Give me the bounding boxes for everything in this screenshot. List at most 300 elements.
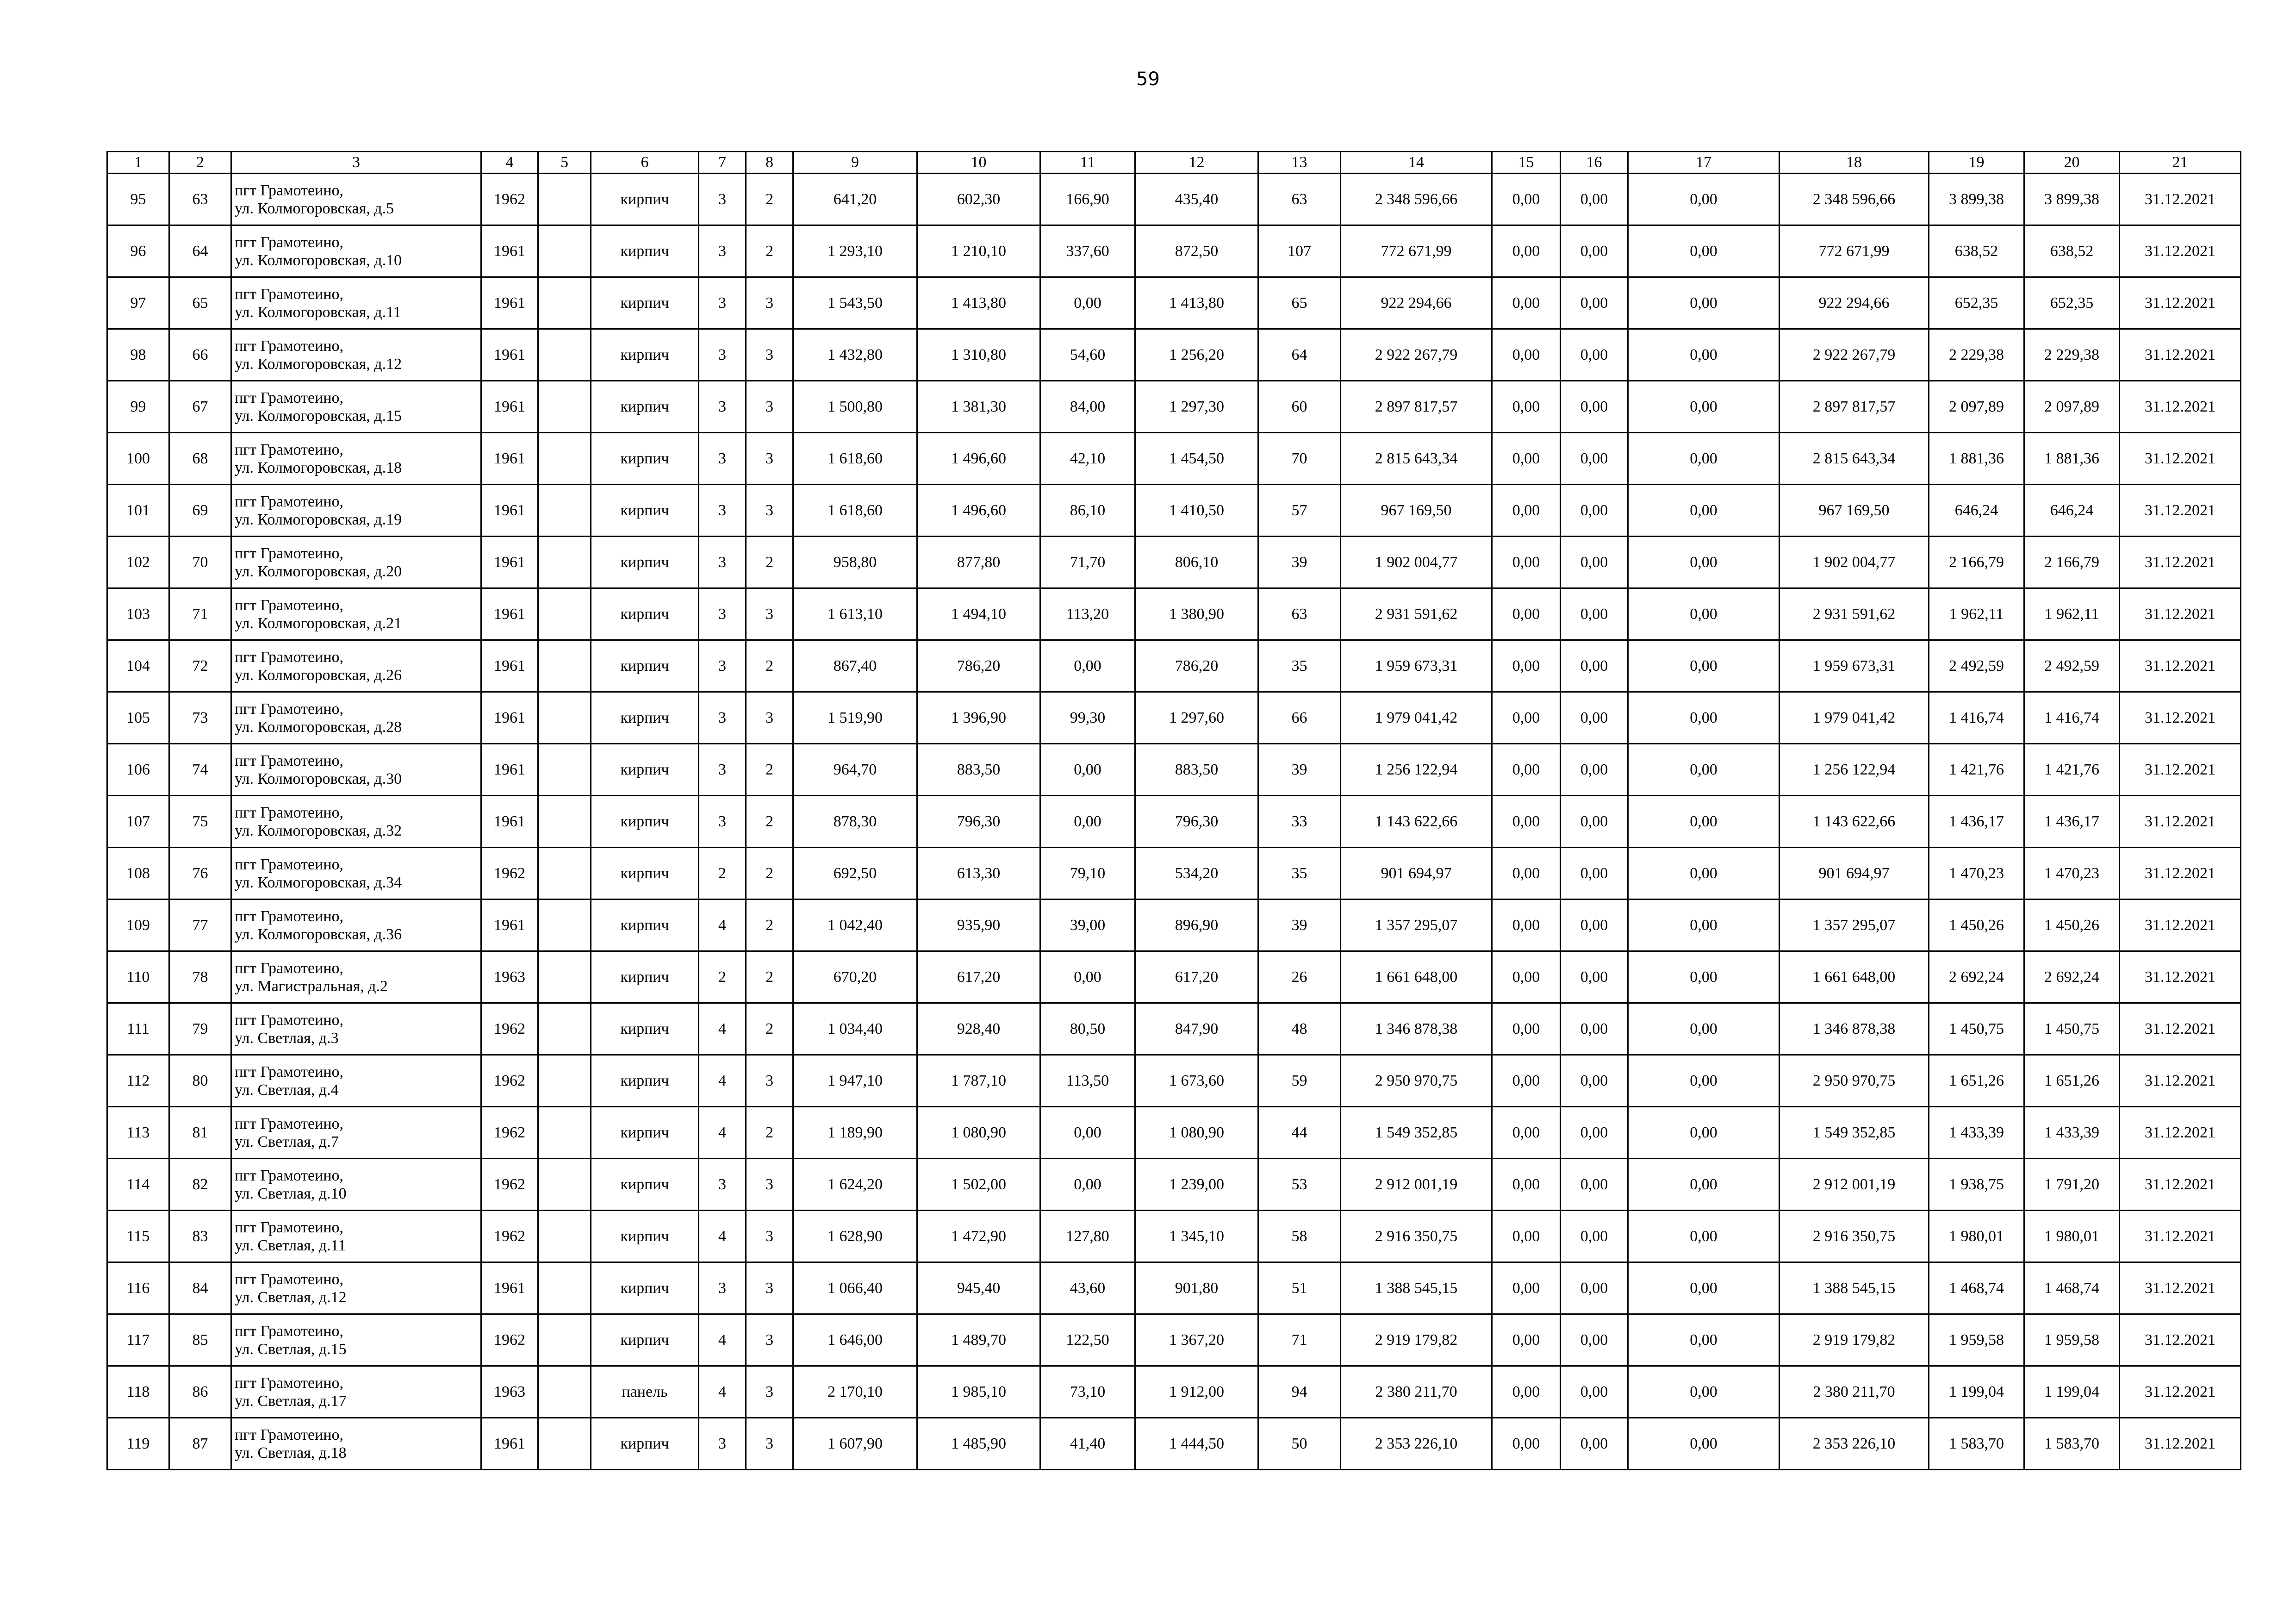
table-row <box>107 277 2241 329</box>
table-cell: 0,00 <box>1628 951 1780 1003</box>
table-cell: 1 436,17 <box>2024 796 2120 848</box>
table-cell: кирпич <box>591 1159 699 1211</box>
table-cell: 4 <box>699 1003 746 1055</box>
table-cell: 1961 <box>481 433 538 485</box>
table-cell: 1 959 673,31 <box>1341 640 1492 692</box>
table-cell: 31.12.2021 <box>2120 1366 2241 1418</box>
table-cell: 1 388 545,15 <box>1341 1262 1492 1314</box>
table-cell: 0,00 <box>1561 1418 1628 1470</box>
table-cell: 1 199,04 <box>1929 1366 2024 1418</box>
table-cell: 3 <box>746 1055 793 1107</box>
table-cell: кирпич <box>591 1262 699 1314</box>
table-cell <box>538 537 591 588</box>
table-cell: 79 <box>169 1003 231 1055</box>
address-street: ул. Колмогоровская, д.32 <box>235 822 402 839</box>
table-cell: 1 624,20 <box>793 1159 917 1211</box>
table-cell <box>538 1418 591 1470</box>
column-number: 21 <box>2120 152 2241 174</box>
column-number: 9 <box>793 152 917 174</box>
table-cell: 1 468,74 <box>1929 1262 2024 1314</box>
table-cell: 641,20 <box>793 174 917 225</box>
table-cell: 617,20 <box>1135 951 1258 1003</box>
table-cell: 796,30 <box>917 796 1040 848</box>
table-cell: 1 959,58 <box>2024 1314 2120 1366</box>
address-locality: пгт Грамотеино, <box>235 596 344 614</box>
table-cell: 3 <box>699 588 746 640</box>
table-cell <box>538 277 591 329</box>
table-cell: 0,00 <box>1561 588 1628 640</box>
table-cell: 0,00 <box>1628 433 1780 485</box>
table-cell: 922 294,66 <box>1341 277 1492 329</box>
table-cell: 63 <box>169 174 231 225</box>
column-number: 15 <box>1492 152 1561 174</box>
table-cell: 2 492,59 <box>1929 640 2024 692</box>
table-cell: 1961 <box>481 899 538 951</box>
table-cell: 1 143 622,66 <box>1780 796 1929 848</box>
table-cell: кирпич <box>591 899 699 951</box>
table-cell: 99,30 <box>1040 692 1135 744</box>
table-cell <box>538 225 591 277</box>
table-cell: 101 <box>107 485 169 537</box>
table-cell: 967 169,50 <box>1780 485 1929 537</box>
table-cell: 111 <box>107 1003 169 1055</box>
table-cell: 3 <box>746 692 793 744</box>
table-cell: 0,00 <box>1628 640 1780 692</box>
table-cell: 1 066,40 <box>793 1262 917 1314</box>
table-cell: 2 <box>746 1003 793 1055</box>
table-cell: 3 <box>746 277 793 329</box>
address-street: ул. Магистральная, д.2 <box>235 977 388 995</box>
table-cell: 3 <box>699 329 746 381</box>
table-cell: 0,00 <box>1040 1107 1135 1159</box>
table-cell: 1 388 545,15 <box>1780 1262 1929 1314</box>
table-cell: 31.12.2021 <box>2120 744 2241 796</box>
table-cell: 2 <box>746 225 793 277</box>
table-cell: 33 <box>1258 796 1341 848</box>
table-cell: 31.12.2021 <box>2120 1211 2241 1262</box>
table-cell: 3 <box>699 1418 746 1470</box>
column-number: 8 <box>746 152 793 174</box>
table-cell: кирпич <box>591 951 699 1003</box>
table-cell: 1 583,70 <box>2024 1418 2120 1470</box>
address-locality: пгт Грамотеино, <box>235 752 344 769</box>
column-number: 6 <box>591 152 699 174</box>
table-cell: 95 <box>107 174 169 225</box>
address-cell <box>231 1262 481 1314</box>
table-cell <box>538 899 591 951</box>
address-locality: пгт Грамотеино, <box>235 181 344 199</box>
table-cell: 58 <box>1258 1211 1341 1262</box>
address-street: ул. Светлая, д.3 <box>235 1029 339 1047</box>
table-cell: 2 492,59 <box>2024 640 2120 692</box>
table-cell: 2 353 226,10 <box>1780 1418 1929 1470</box>
table-cell: 1 959,58 <box>1929 1314 2024 1366</box>
table-cell: 43,60 <box>1040 1262 1135 1314</box>
table-cell: 2 380 211,70 <box>1341 1366 1492 1418</box>
table-cell: 2 <box>746 744 793 796</box>
table-cell: 1961 <box>481 640 538 692</box>
table-cell: 2 <box>746 640 793 692</box>
table-cell: 1961 <box>481 796 538 848</box>
table-cell: кирпич <box>591 433 699 485</box>
table-cell: 0,00 <box>1628 1055 1780 1107</box>
table-cell: 2 692,24 <box>2024 951 2120 1003</box>
column-number: 7 <box>699 152 746 174</box>
table-cell: 107 <box>107 796 169 848</box>
address-locality: пгт Грамотеино, <box>235 1374 344 1392</box>
address-cell <box>231 1055 481 1107</box>
table-cell: 64 <box>1258 329 1341 381</box>
table-cell: 3 <box>699 485 746 537</box>
table-cell: 3 899,38 <box>2024 174 2120 225</box>
table-cell: 1 346 878,38 <box>1780 1003 1929 1055</box>
table-cell <box>538 1314 591 1366</box>
table-cell: 806,10 <box>1135 537 1258 588</box>
table-cell: 1 543,50 <box>793 277 917 329</box>
table-cell: 0,00 <box>1492 433 1561 485</box>
table-cell: 3 <box>699 692 746 744</box>
table-cell <box>538 174 591 225</box>
address-cell <box>231 951 481 1003</box>
table-cell: 0,00 <box>1492 537 1561 588</box>
table-cell: кирпич <box>591 485 699 537</box>
column-number: 10 <box>917 152 1040 174</box>
table-cell: 112 <box>107 1055 169 1107</box>
table-cell: 0,00 <box>1628 1003 1780 1055</box>
table-cell: 82 <box>169 1159 231 1211</box>
column-number-row <box>107 152 2241 174</box>
table-cell: 0,00 <box>1628 1262 1780 1314</box>
address-cell <box>231 1003 481 1055</box>
address-cell <box>231 1418 481 1470</box>
table-cell: 31.12.2021 <box>2120 277 2241 329</box>
table-cell: 41,40 <box>1040 1418 1135 1470</box>
table-cell: 35 <box>1258 640 1341 692</box>
table-cell: 2 919 179,82 <box>1780 1314 1929 1366</box>
address-cell <box>231 537 481 588</box>
table-cell: 646,24 <box>1929 485 2024 537</box>
table-row <box>107 1107 2241 1159</box>
table-cell: 1 472,90 <box>917 1211 1040 1262</box>
table-cell: 83 <box>169 1211 231 1262</box>
address-locality: пгт Грамотеино, <box>235 1063 344 1081</box>
table-cell: 0,00 <box>1628 692 1780 744</box>
table-cell: 0,00 <box>1628 381 1780 433</box>
table-cell: 2 380 211,70 <box>1780 1366 1929 1418</box>
table-cell <box>538 588 591 640</box>
table-cell: 638,52 <box>2024 225 2120 277</box>
table-cell: 0,00 <box>1040 796 1135 848</box>
address-cell <box>231 1107 481 1159</box>
table-cell: 945,40 <box>917 1262 1040 1314</box>
address-cell <box>231 588 481 640</box>
table-cell: 0,00 <box>1040 951 1135 1003</box>
table-cell: 66 <box>1258 692 1341 744</box>
table-cell: 0,00 <box>1561 1107 1628 1159</box>
table-cell: 68 <box>169 433 231 485</box>
address-street: ул. Колмогоровская, д.30 <box>235 770 402 787</box>
table-cell: 2 912 001,19 <box>1780 1159 1929 1211</box>
table-cell: 2 <box>746 537 793 588</box>
table-cell <box>538 329 591 381</box>
table-cell: 1 444,50 <box>1135 1418 1258 1470</box>
table-cell: 66 <box>169 329 231 381</box>
table-cell: 1 297,30 <box>1135 381 1258 433</box>
address-cell <box>231 1314 481 1366</box>
table-cell: 48 <box>1258 1003 1341 1055</box>
table-cell: 967 169,50 <box>1341 485 1492 537</box>
address-locality: пгт Грамотеино, <box>235 700 344 718</box>
table-cell: 0,00 <box>1561 225 1628 277</box>
table-cell: 928,40 <box>917 1003 1040 1055</box>
table-cell <box>538 796 591 848</box>
table-cell: 1 881,36 <box>2024 433 2120 485</box>
table-cell: 0,00 <box>1492 174 1561 225</box>
table-cell: 166,90 <box>1040 174 1135 225</box>
table-cell: 1961 <box>481 381 538 433</box>
table-cell: 1963 <box>481 1366 538 1418</box>
table-cell: 2 <box>746 899 793 951</box>
table-cell: 0,00 <box>1492 329 1561 381</box>
address-locality: пгт Грамотеино, <box>235 1426 344 1443</box>
table-cell: 0,00 <box>1628 1366 1780 1418</box>
column-number: 2 <box>169 152 231 174</box>
table-cell: 31.12.2021 <box>2120 1159 2241 1211</box>
table-cell: 1 902 004,77 <box>1780 537 1929 588</box>
table-cell: 3 <box>746 1159 793 1211</box>
table-cell: 638,52 <box>1929 225 2024 277</box>
table-cell: 1 651,26 <box>1929 1055 2024 1107</box>
table-row <box>107 225 2241 277</box>
address-locality: пгт Грамотеино, <box>235 856 344 873</box>
table-cell: 2 897 817,57 <box>1341 381 1492 433</box>
table-row <box>107 951 2241 1003</box>
table-row <box>107 485 2241 537</box>
table-cell: 1 293,10 <box>793 225 917 277</box>
table-cell: 0,00 <box>1492 1366 1561 1418</box>
table-cell <box>538 1107 591 1159</box>
table-cell: 883,50 <box>1135 744 1258 796</box>
address-cell <box>231 225 481 277</box>
table-cell <box>538 1159 591 1211</box>
table-row <box>107 1211 2241 1262</box>
table-cell: 2 931 591,62 <box>1341 588 1492 640</box>
table-cell: 122,50 <box>1040 1314 1135 1366</box>
table-cell: 1 618,60 <box>793 485 917 537</box>
table-cell: 75 <box>169 796 231 848</box>
table-cell: 39 <box>1258 744 1341 796</box>
address-street: ул. Колмогоровская, д.28 <box>235 718 402 736</box>
table-cell: 3 <box>699 381 746 433</box>
table-cell: 0,00 <box>1492 848 1561 899</box>
address-locality: пгт Грамотеино, <box>235 1218 344 1236</box>
table-cell: 3 <box>746 1314 793 1366</box>
address-street: ул. Колмогоровская, д.11 <box>235 303 401 321</box>
table-cell: 1 454,50 <box>1135 433 1258 485</box>
table-cell: 1961 <box>481 225 538 277</box>
address-cell <box>231 744 481 796</box>
table-cell: 1 980,01 <box>1929 1211 2024 1262</box>
table-row <box>107 1418 2241 1470</box>
table-cell: 3 <box>746 485 793 537</box>
table-cell: 31.12.2021 <box>2120 433 2241 485</box>
table-cell: 2 <box>746 951 793 1003</box>
address-street: ул. Колмогоровская, д.15 <box>235 407 402 425</box>
table-cell: 44 <box>1258 1107 1341 1159</box>
table-cell: 85 <box>169 1314 231 1366</box>
table-cell: 1961 <box>481 329 538 381</box>
table-cell: 1 980,01 <box>2024 1211 2120 1262</box>
table-cell: 901 694,97 <box>1780 848 1929 899</box>
address-cell <box>231 329 481 381</box>
table-cell: кирпич <box>591 225 699 277</box>
table-cell: 670,20 <box>793 951 917 1003</box>
table-cell: 1 310,80 <box>917 329 1040 381</box>
table-cell: 70 <box>1258 433 1341 485</box>
table-cell: 73,10 <box>1040 1366 1135 1418</box>
table-cell: 99 <box>107 381 169 433</box>
table-cell: 63 <box>1258 588 1341 640</box>
table-cell: кирпич <box>591 692 699 744</box>
table-row <box>107 899 2241 951</box>
table-cell: 1 500,80 <box>793 381 917 433</box>
address-street: ул. Светлая, д.18 <box>235 1444 347 1462</box>
table-cell: 2 815 643,34 <box>1341 433 1492 485</box>
table-cell <box>538 640 591 692</box>
table-cell: 0,00 <box>1561 1159 1628 1211</box>
table-cell: 1 256 122,94 <box>1341 744 1492 796</box>
table-row <box>107 433 2241 485</box>
address-locality: пгт Грамотеино, <box>235 337 344 355</box>
table-cell: 31.12.2021 <box>2120 796 2241 848</box>
table-cell: 0,00 <box>1628 225 1780 277</box>
table-cell: 3 <box>699 744 746 796</box>
table-cell: 0,00 <box>1492 1107 1561 1159</box>
table-cell: 1 583,70 <box>1929 1418 2024 1470</box>
table-cell: 87 <box>169 1418 231 1470</box>
table-cell: 1 416,74 <box>2024 692 2120 744</box>
table-row <box>107 537 2241 588</box>
table-cell: 1 607,90 <box>793 1418 917 1470</box>
column-number: 19 <box>1929 152 2024 174</box>
table-cell: 1 436,17 <box>1929 796 2024 848</box>
table-cell: 877,80 <box>917 537 1040 588</box>
table-cell: 1 396,90 <box>917 692 1040 744</box>
table-cell: 2 <box>746 174 793 225</box>
table-cell: 31.12.2021 <box>2120 225 2241 277</box>
table-cell: 59 <box>1258 1055 1341 1107</box>
table-cell: 53 <box>1258 1159 1341 1211</box>
table-cell: 867,40 <box>793 640 917 692</box>
table-cell: 2 <box>746 796 793 848</box>
table-row <box>107 381 2241 433</box>
table-cell: 2 <box>699 951 746 1003</box>
table-cell: 127,80 <box>1040 1211 1135 1262</box>
table-cell: 3 <box>746 1418 793 1470</box>
table-cell: 0,00 <box>1492 1262 1561 1314</box>
table-cell: 1 673,60 <box>1135 1055 1258 1107</box>
table-cell: 0,00 <box>1492 225 1561 277</box>
column-number: 4 <box>481 152 538 174</box>
table-cell: 1 297,60 <box>1135 692 1258 744</box>
column-number: 12 <box>1135 152 1258 174</box>
table-cell: 0,00 <box>1492 796 1561 848</box>
column-number: 11 <box>1040 152 1135 174</box>
table-cell: 1961 <box>481 1418 538 1470</box>
column-number: 13 <box>1258 152 1341 174</box>
address-locality: пгт Грамотеино, <box>235 544 344 562</box>
table-cell: 1 947,10 <box>793 1055 917 1107</box>
table-cell: 1 357 295,07 <box>1341 899 1492 951</box>
table-cell: 786,20 <box>917 640 1040 692</box>
table-cell: 70 <box>169 537 231 588</box>
table-cell: 1 470,23 <box>1929 848 2024 899</box>
table-cell: 1 502,00 <box>917 1159 1040 1211</box>
table-cell: 31.12.2021 <box>2120 329 2241 381</box>
column-number: 1 <box>107 152 169 174</box>
table-cell: 63 <box>1258 174 1341 225</box>
table-cell: 1 646,00 <box>793 1314 917 1366</box>
address-street: ул. Колмогоровская, д.18 <box>235 459 402 476</box>
table-cell: кирпич <box>591 174 699 225</box>
address-locality: пгт Грамотеино, <box>235 1270 344 1288</box>
table-cell: 65 <box>1258 277 1341 329</box>
table-cell: панель <box>591 1366 699 1418</box>
table-cell: кирпич <box>591 329 699 381</box>
table-row <box>107 1366 2241 1418</box>
column-number: 18 <box>1780 152 1929 174</box>
table-row <box>107 796 2241 848</box>
table-cell: 114 <box>107 1159 169 1211</box>
table-cell: 901,80 <box>1135 1262 1258 1314</box>
address-street: ул. Светлая, д.7 <box>235 1133 339 1150</box>
table-cell: 3 <box>746 381 793 433</box>
table-cell: 107 <box>1258 225 1341 277</box>
table-cell: 71 <box>1258 1314 1341 1366</box>
table-cell: 0,00 <box>1040 1159 1135 1211</box>
table-row <box>107 588 2241 640</box>
table-cell: 0,00 <box>1492 381 1561 433</box>
address-cell <box>231 381 481 433</box>
table-cell <box>538 692 591 744</box>
table-cell: 0,00 <box>1561 744 1628 796</box>
table-cell: 1 256 122,94 <box>1780 744 1929 796</box>
table-cell: 35 <box>1258 848 1341 899</box>
table-cell: 84,00 <box>1040 381 1135 433</box>
table-cell: кирпич <box>591 1003 699 1055</box>
housing-register-table <box>106 151 2241 1470</box>
table-cell: 901 694,97 <box>1341 848 1492 899</box>
table-cell: 0,00 <box>1492 1418 1561 1470</box>
table-cell: кирпич <box>591 277 699 329</box>
table-cell: кирпич <box>591 588 699 640</box>
table-cell: 1 519,90 <box>793 692 917 744</box>
table-cell: 1 199,04 <box>2024 1366 2120 1418</box>
address-locality: пгт Грамотеино, <box>235 1167 344 1184</box>
table-cell: 2 897 817,57 <box>1780 381 1929 433</box>
table-cell: 3 <box>699 537 746 588</box>
table-cell: 86,10 <box>1040 485 1135 537</box>
table-cell: 116 <box>107 1262 169 1314</box>
table-cell <box>538 1211 591 1262</box>
table-cell: 3 <box>699 640 746 692</box>
table-cell: 0,00 <box>1628 899 1780 951</box>
table-cell: 922 294,66 <box>1780 277 1929 329</box>
table-cell: 1 902 004,77 <box>1341 537 1492 588</box>
table-cell: 0,00 <box>1628 277 1780 329</box>
address-locality: пгт Грамотеино, <box>235 285 344 303</box>
address-street: ул. Светлая, д.15 <box>235 1340 347 1358</box>
